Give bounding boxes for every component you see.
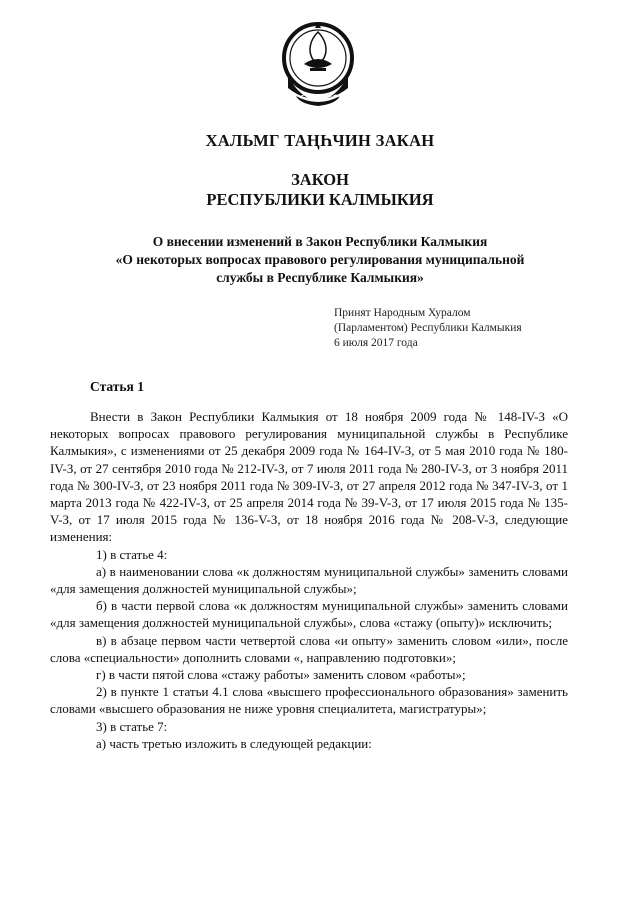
adoption-block <box>334 306 522 351</box>
article-item: г) в части пятой слова «стажу работы» заменить словом «работы»; <box>96 667 466 683</box>
title-law <box>0 170 640 210</box>
law-subject-line2: «О некоторых вопросах правового регулирования муниципальной <box>115 252 525 267</box>
article-intro: Внести в Закон Республики Калмыкия от 18 ноября 2009 года № 148-IV-З «О некоторых вопросах правового регулирования муниципальной службы в Республике Калмыкия», с изменениями от 25 декабря 2009 года № 164-IV-З, от 5 мая 2010 года № 180-IV-З, от 27 сентября 2010 года № 212-IV-З, от 7 июля 2011 года № 280-IV-З, от 3 ноября 2011 года № 300-IV-З, от 23 ноября 2011 года № 309-IV-З, от 27 апреля 2012 года № 347-IV-З, от 1 марта 2013 года № 422-IV-З, от 25 апреля 2014 года № 39-V-З, от 17 июля 2015 года № 135-V-З, от 17 июля 2015 года № 136-V-З, от 18 ноября 2016 года № 208-V-З, следующие изменения: <box>50 409 568 545</box>
article-body <box>50 408 568 752</box>
article-item: в) в абзаце первом части четвертой слова «и опыту» заменить словом «или», после слова «специальности» дополнить словами «, направлению подготовки»; <box>50 632 568 665</box>
adoption-line3: 6 июля 2017 года <box>334 337 418 349</box>
kalmykia-emblem-icon <box>274 14 362 114</box>
adoption-line1: Принят Народным Хуралом <box>334 307 471 319</box>
adoption-line2: (Парламентом) Республики Калмыкия <box>334 322 522 334</box>
title-law-line2: РЕСПУБЛИКИ КАЛМЫКИЯ <box>206 190 434 209</box>
coat-of-arms-emblem <box>274 14 362 114</box>
law-subject-line1: О внесении изменений в Закон Республики Калмыкия <box>152 234 488 249</box>
article-item: 3) в статье 7: <box>96 718 168 734</box>
law-subject <box>0 233 640 287</box>
title-law-line1: ЗАКОН <box>291 170 349 189</box>
article-item: а) часть третью изложить в следующей редакции: <box>96 735 372 751</box>
law-subject-line3: службы в Республике Калмыкия» <box>216 270 424 285</box>
title-kalmyk: ХАЛЬМГ ТАҢҺЧИН ЗАКАН <box>205 131 435 150</box>
article-item: а) в наименовании слова «к должностям муниципальной службы» заменить словами «для замещения должностей муниципальной службы»; <box>50 563 568 597</box>
article-item: б) в части первой слова «к должностям муниципальной службы» заменить словами «для замещения должностей муниципальной службы», слова «стажу (опыту)» исключить; <box>50 598 568 631</box>
article-item: 1) в статье 4: <box>96 546 168 562</box>
article-item: 2) в пункте 1 статьи 4.1 слова «высшего профессионального образования» заменить словами «высшего образования не ниже уровня специалитета, магистратуры»; <box>50 684 568 717</box>
article-heading: Статья 1 <box>90 379 144 394</box>
